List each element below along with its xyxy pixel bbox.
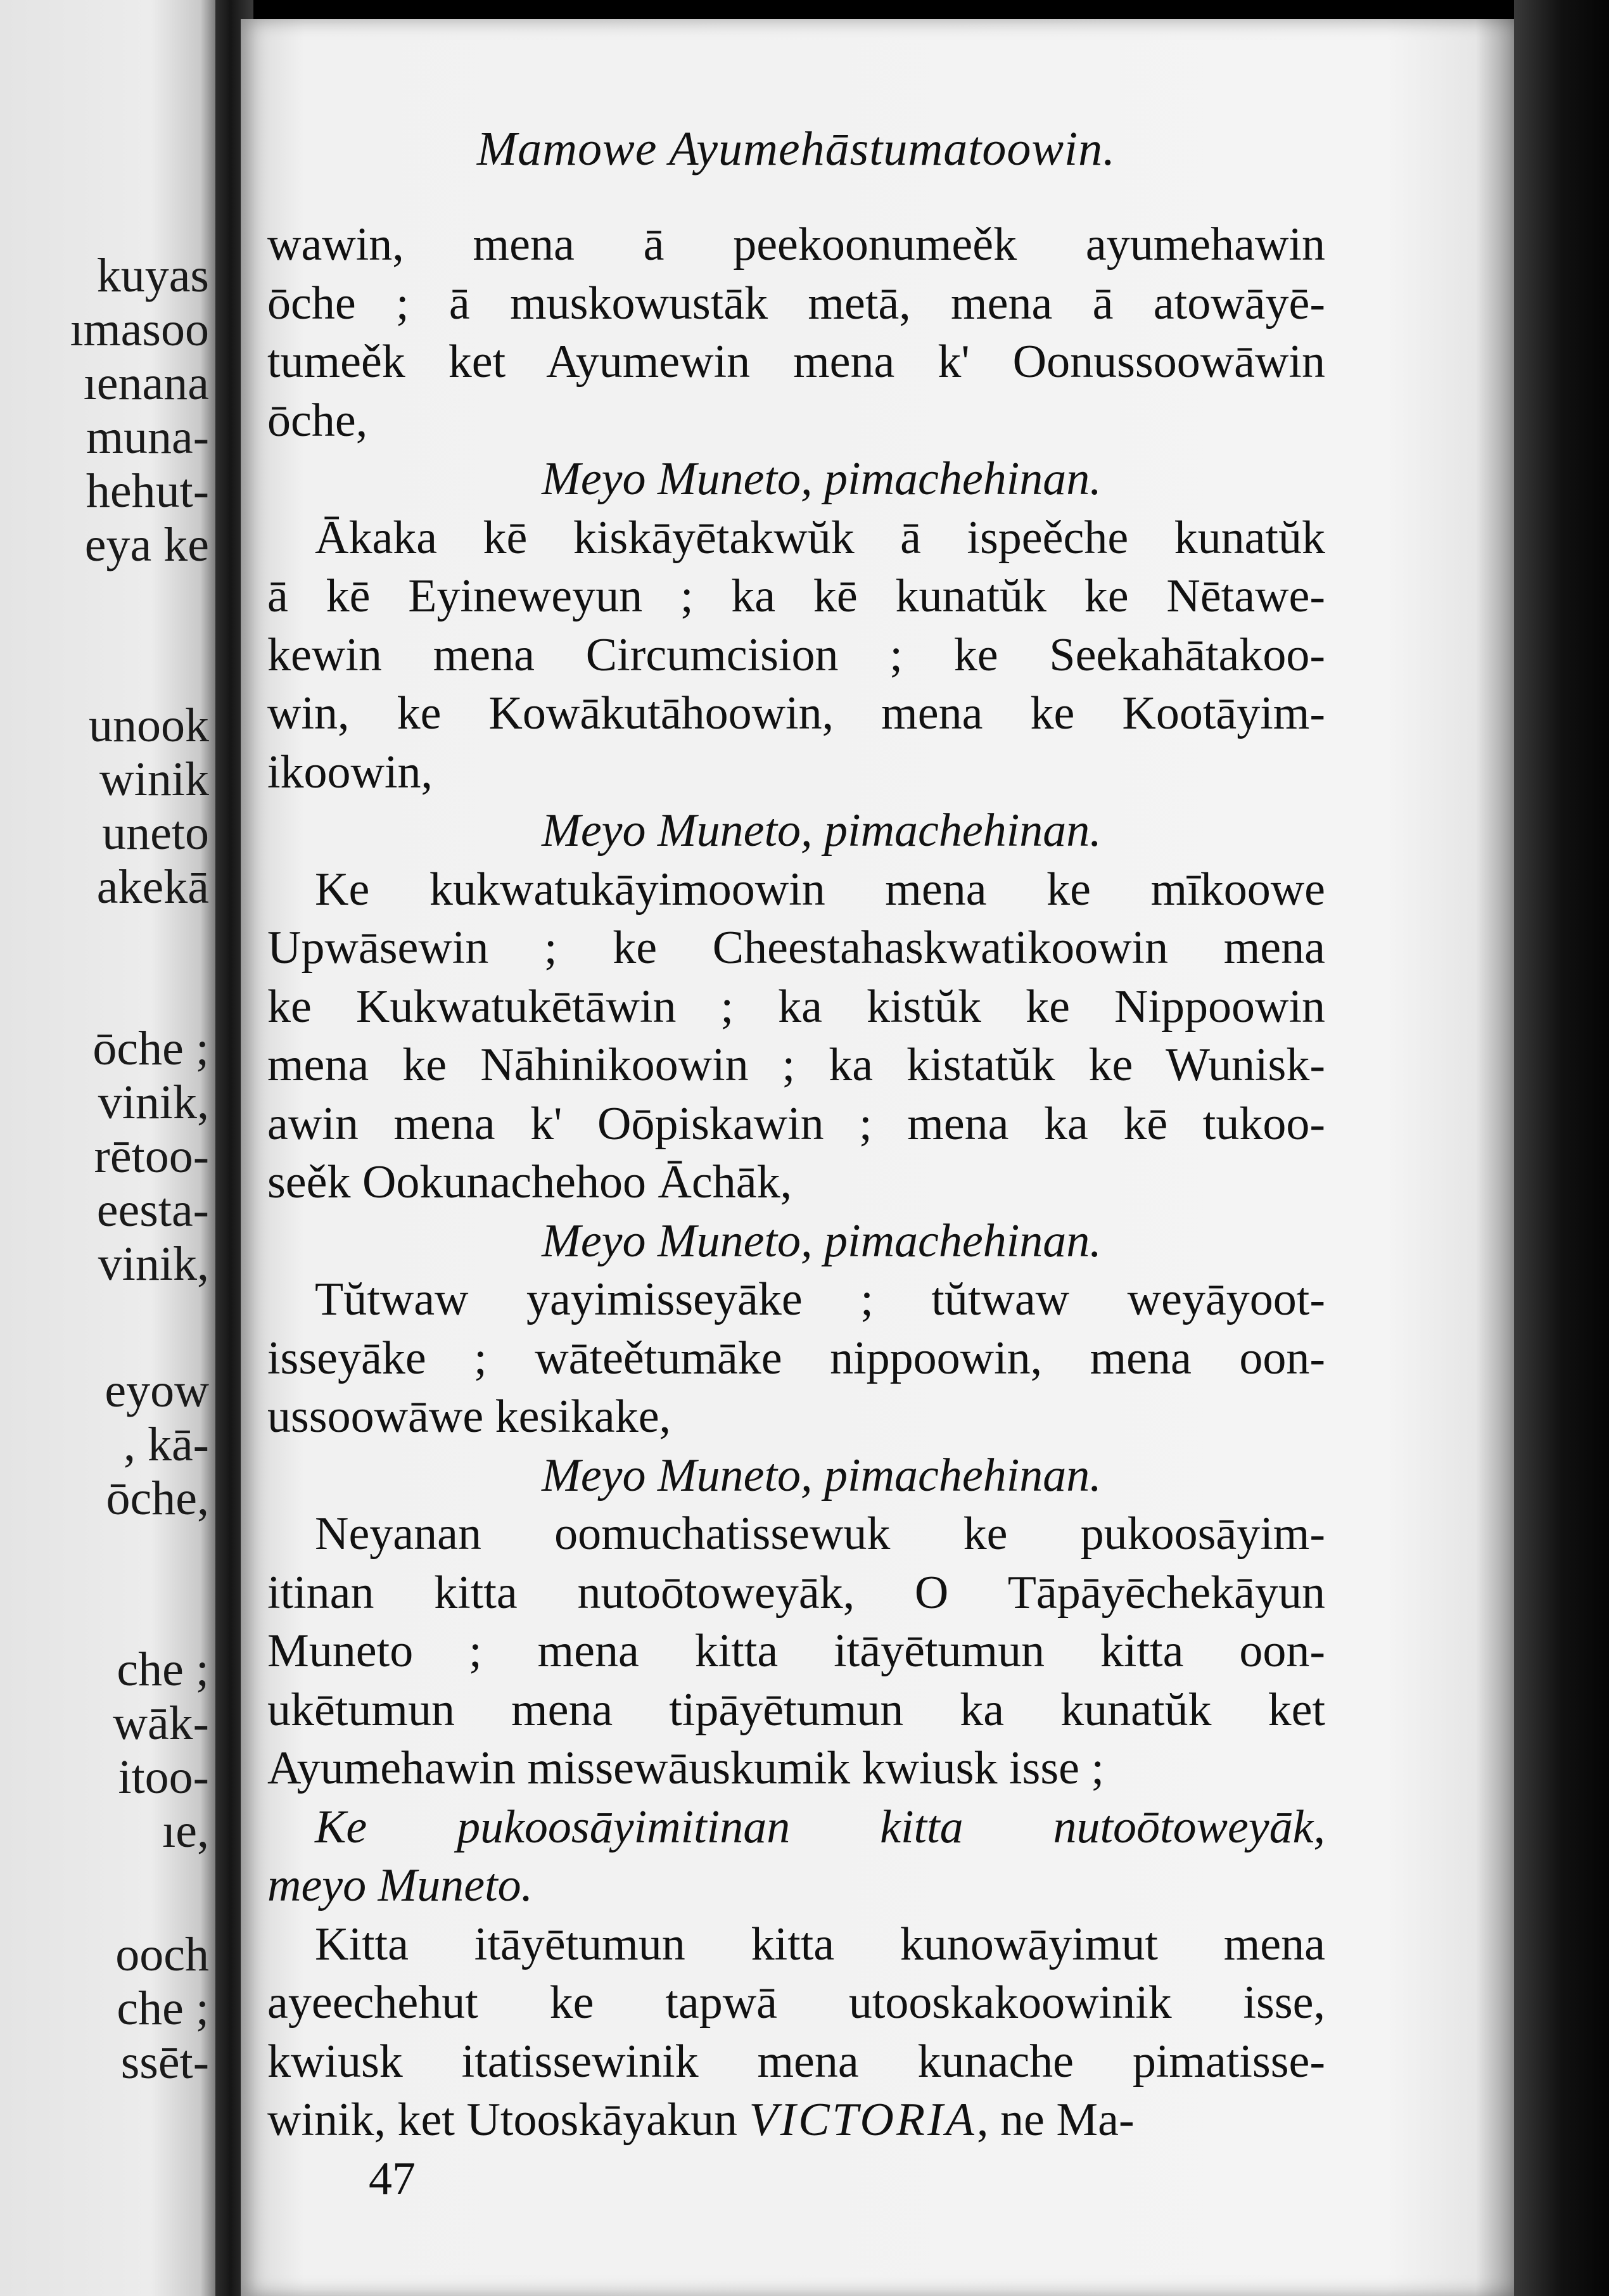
text-line: mena ke Nāhinikoowin ; ka kistatŭk ke Wunisk-	[267, 1039, 1325, 1091]
text-line: Ke kukwatukāyimoowin mena ke mīkoowe	[315, 863, 1325, 915]
facing-page-fragment: che ;	[117, 1643, 209, 1696]
facing-page-fragment: unook	[89, 699, 209, 752]
facing-page-fragment: hehut-	[86, 464, 209, 518]
text-line: kwiusk itatissewinik mena kunache pimatisse-	[267, 2035, 1325, 2088]
facing-page-fragment: ōche,	[106, 1472, 209, 1525]
text-line: wawin, mena ā peekoonumeěk ayumehawin	[267, 219, 1325, 271]
text-line-part: winik, ket Utooskāyakun	[267, 2094, 749, 2146]
facing-page-fragment: kuyas	[96, 249, 209, 302]
text-line: Neyanan oomuchatissewuk ke pukoosāyim-	[315, 1508, 1325, 1560]
facing-page-fragment: eyow	[105, 1364, 209, 1417]
text-line: Muneto ; mena kitta itāyētumun kitta oon-	[267, 1625, 1325, 1677]
text-line	[267, 2091, 1325, 2150]
text-line: Ayumehawin missewāuskumik kwiusk isse ;	[267, 1742, 1105, 1794]
facing-page-fragment: ıenana	[83, 357, 209, 410]
response-line: Ke pukoosāyimitinan kitta nutoōtoweyāk,	[315, 1801, 1325, 1853]
text-line: Kitta itāyētumun kitta kunowāyimut mena	[315, 1918, 1325, 1970]
facing-page-fragment: akekā	[96, 860, 209, 914]
text-line: awin mena k' Oōpiskawin ; mena ka kē tukoo-	[267, 1097, 1325, 1150]
facing-page-fragment: che ;	[117, 1982, 209, 2035]
refrain-line: Meyo Muneto, pimachehinan.	[542, 1215, 1102, 1267]
page-text-block	[267, 120, 1325, 2208]
facing-page-fragment: itoo-	[118, 1751, 209, 1804]
facing-page-fragment: rētoo-	[94, 1130, 209, 1183]
text-line: Upwāsewin ; ke Cheestahaskwatikoowin mena	[267, 922, 1325, 974]
text-line: kewin mena Circumcision ; ke Seekahātakoo-	[267, 628, 1325, 681]
text-line: Ākaka kē kiskāyētakwŭk ā ispeěche kunatŭk	[315, 511, 1325, 564]
facing-page-fragment: ōche ;	[92, 1022, 209, 1075]
text-line: ayeechehut ke tapwā utooskakoowinik isse,	[267, 1977, 1325, 2029]
text-line: ke Kukwatukētāwin ; ka kistŭk ke Nippoowin	[267, 980, 1325, 1033]
book-edge	[1514, 0, 1609, 2296]
facing-page-fragment: ssēt-	[120, 2036, 209, 2089]
refrain-line: Meyo Muneto, pimachehinan.	[542, 1449, 1102, 1502]
refrain-line: Meyo Muneto, pimachehinan.	[542, 453, 1102, 505]
facing-page-fragment: ooch	[115, 1928, 209, 1981]
facing-page-fragment: eesta-	[96, 1183, 209, 1237]
text-line: Tŭtwaw yayimisseyāke ; tŭtwaw weyāyoot-	[315, 1273, 1325, 1325]
facing-page-fragment: muna-	[86, 411, 209, 464]
text-line: ikoowin,	[267, 746, 433, 798]
running-head: Mamowe Ayumehāstumatoowin.	[476, 122, 1116, 175]
facing-page-fragment: uneto	[102, 807, 209, 860]
facing-page-fragment: vinik,	[98, 1237, 209, 1291]
text-line: ussoowāwe kesikake,	[267, 1391, 671, 1443]
sovereign-name: VICTORIA	[749, 2094, 977, 2146]
text-line: isseyāke ; wāteětumāke nippoowin, mena oon-	[267, 1332, 1325, 1384]
text-line: tumeěk ket Ayumewin mena k' Oonussoowāwin	[267, 336, 1325, 388]
facing-page-fragment: ıe,	[162, 1804, 209, 1858]
text-line: ōche ; ā muskowustāk metā, mena ā atowāyē-	[267, 277, 1325, 329]
facing-page-fragment: wāk-	[113, 1697, 209, 1750]
text-line: itinan kitta nutoōtoweyāk, O Tāpāyēchekāyun	[267, 1566, 1325, 1619]
text-line-part: , ne Ma-	[976, 2094, 1135, 2146]
response-line: meyo Muneto.	[267, 1859, 533, 1911]
facing-page-left	[0, 0, 215, 2296]
refrain-line: Meyo Muneto, pimachehinan.	[542, 805, 1102, 857]
text-line: ōche,	[267, 394, 368, 447]
page-number: 47	[369, 2152, 416, 2205]
facing-page-fragment: winik	[99, 753, 209, 806]
text-line: win, ke Kowākutāhoowin, mena ke Kootāyim-	[267, 687, 1325, 739]
facing-page-fragment: vinik,	[98, 1076, 209, 1129]
facing-page-fragment: ımasoo	[70, 303, 209, 356]
text-line: ukētumun mena tipāyētumun ka kunatŭk ket	[267, 1683, 1325, 1736]
facing-page-fragment: eya ke	[84, 518, 209, 571]
text-line: ā kē Eyineweyun ; ka kē kunatŭk ke Nētawe-	[267, 570, 1325, 622]
text-line: seěk Ookunachehoo Āchāk,	[267, 1156, 792, 1208]
facing-page-fragment: , kā-	[123, 1418, 209, 1471]
